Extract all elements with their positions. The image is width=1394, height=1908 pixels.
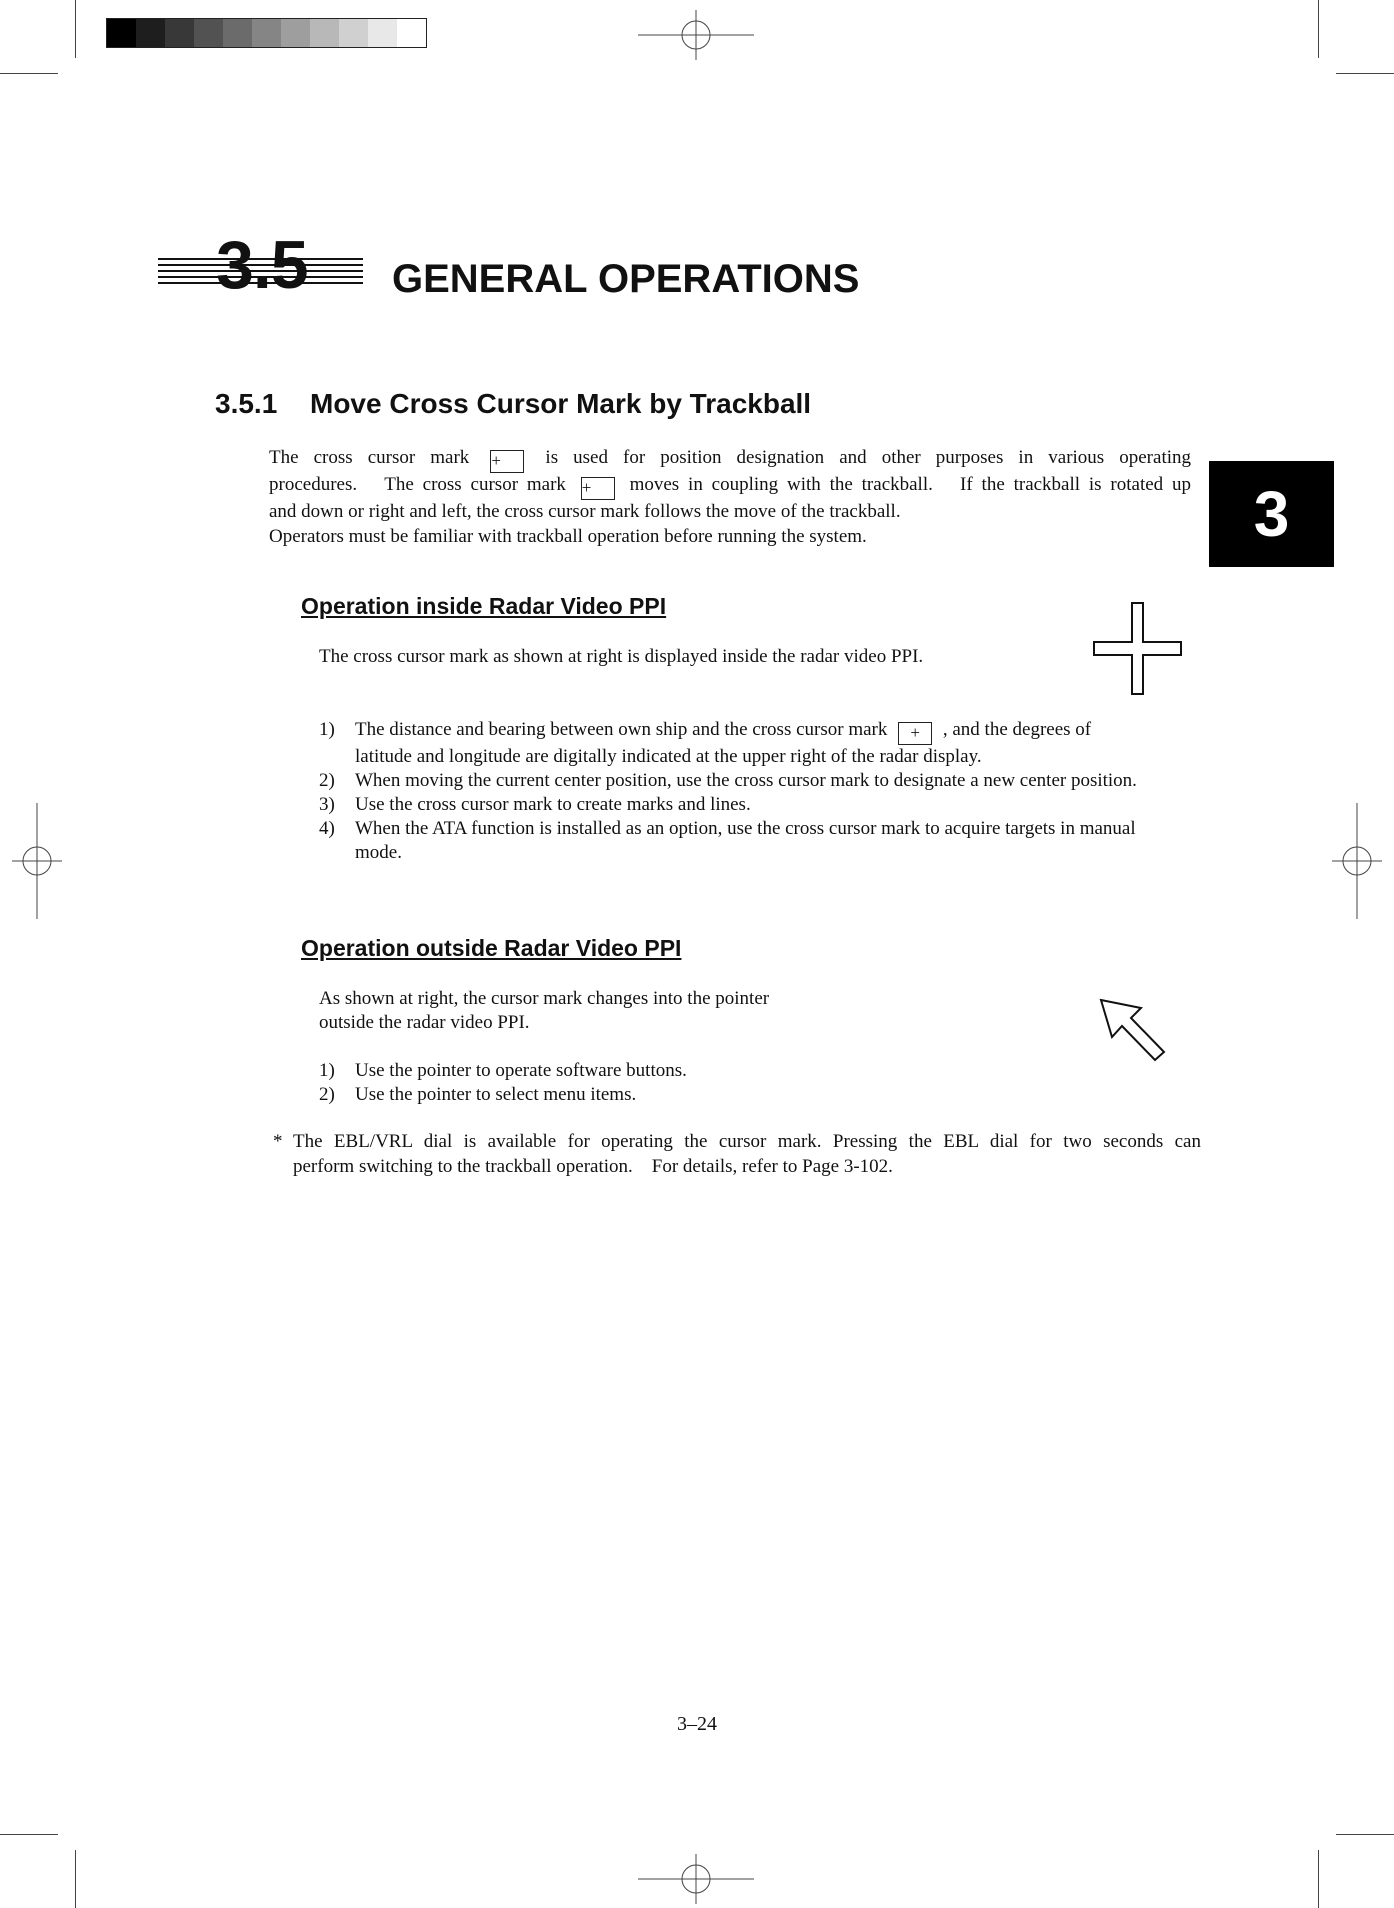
intro-line-1-a: The cross cursor mark [269, 447, 470, 468]
chapter-tab: 3 [1209, 461, 1334, 567]
page-number: 3‒24 [677, 1713, 717, 1735]
cross-cursor-symbol: + [581, 477, 615, 500]
outside-ppi-list [319, 1059, 1179, 1107]
list-item: 2) Use the pointer to select menu items. [319, 1084, 637, 1105]
section-number [158, 227, 363, 303]
intro-line-3: and down or right and left, the cross cursor mark follows the move of the trackball. [269, 501, 901, 522]
registration-target-right [1332, 803, 1382, 919]
note-line-1: The EBL/VRL dial is available for operating the cursor mark. Pressing the EBL dial for two seconds can [293, 1131, 1201, 1152]
outside-ppi-description-line-2: outside the radar video PPI. [319, 1012, 530, 1033]
intro-line-1-b: is used for position designation and other purposes in various operating [545, 447, 1192, 468]
note-line-2: perform switching to the trackball operation. For details, refer to Page 3-102. [293, 1155, 893, 1177]
outside-ppi-heading: Operation outside Radar Video PPI [301, 935, 682, 961]
list-item: 4) When the ATA function is installed as an option, use the cross cursor mark to acquire targets in manual mode. [319, 818, 1136, 863]
inside-ppi-heading: Operation inside Radar Video PPI [301, 593, 667, 619]
list-item: 3) Use the cross cursor mark to create marks and lines. [319, 794, 751, 815]
intro-line-2-a: procedures. The cross cursor mark [269, 474, 566, 495]
cross-cursor-symbol: + [898, 722, 932, 745]
cross-cursor-icon [1093, 602, 1183, 696]
section-number-text: 3.5 [216, 227, 308, 303]
list-item: 1) The distance and bearing between own ship and the cross cursor mark + , and the degrees of latitude and longitude are digitally indicated at the upper right of the radar display. [319, 719, 1092, 767]
subsection-number: 3.5.1 [215, 388, 278, 419]
intro-line-2-b: moves in coupling with the trackball. If the trackball is rotated up [629, 474, 1191, 495]
outside-ppi-description [319, 987, 769, 1035]
grayscale-calibration-bar [106, 18, 427, 48]
note-asterisk: * [273, 1131, 283, 1152]
cross-cursor-symbol: + [490, 450, 524, 473]
ebl-vrl-note [273, 1130, 1201, 1179]
list-item: 1) Use the pointer to operate software buttons. [319, 1060, 687, 1081]
intro-line-2 [269, 473, 1191, 500]
registration-target-left [12, 803, 62, 919]
registration-target-top [638, 10, 754, 60]
registration-target-bottom [638, 1854, 754, 1904]
outside-ppi-description-line-1: As shown at right, the cursor mark changes into the pointer [319, 988, 770, 1009]
list-item: 2) When moving the current center position, use the cross cursor mark to designate a new center position. [319, 770, 1137, 791]
intro-line-1 [269, 446, 1191, 473]
pointer-arrow-icon [1097, 996, 1169, 1062]
intro-paragraph [269, 446, 1191, 549]
intro-line-4: Operators must be familiar with trackball operation before running the system. [269, 525, 867, 547]
subsection-title-text: Move Cross Cursor Mark by Trackball [310, 388, 812, 419]
subsection-title [215, 384, 811, 424]
inside-ppi-list [319, 718, 1179, 865]
section-title: GENERAL OPERATIONS [392, 257, 860, 301]
inside-ppi-description: The cross cursor mark as shown at right is displayed inside the radar video PPI. [319, 646, 924, 667]
